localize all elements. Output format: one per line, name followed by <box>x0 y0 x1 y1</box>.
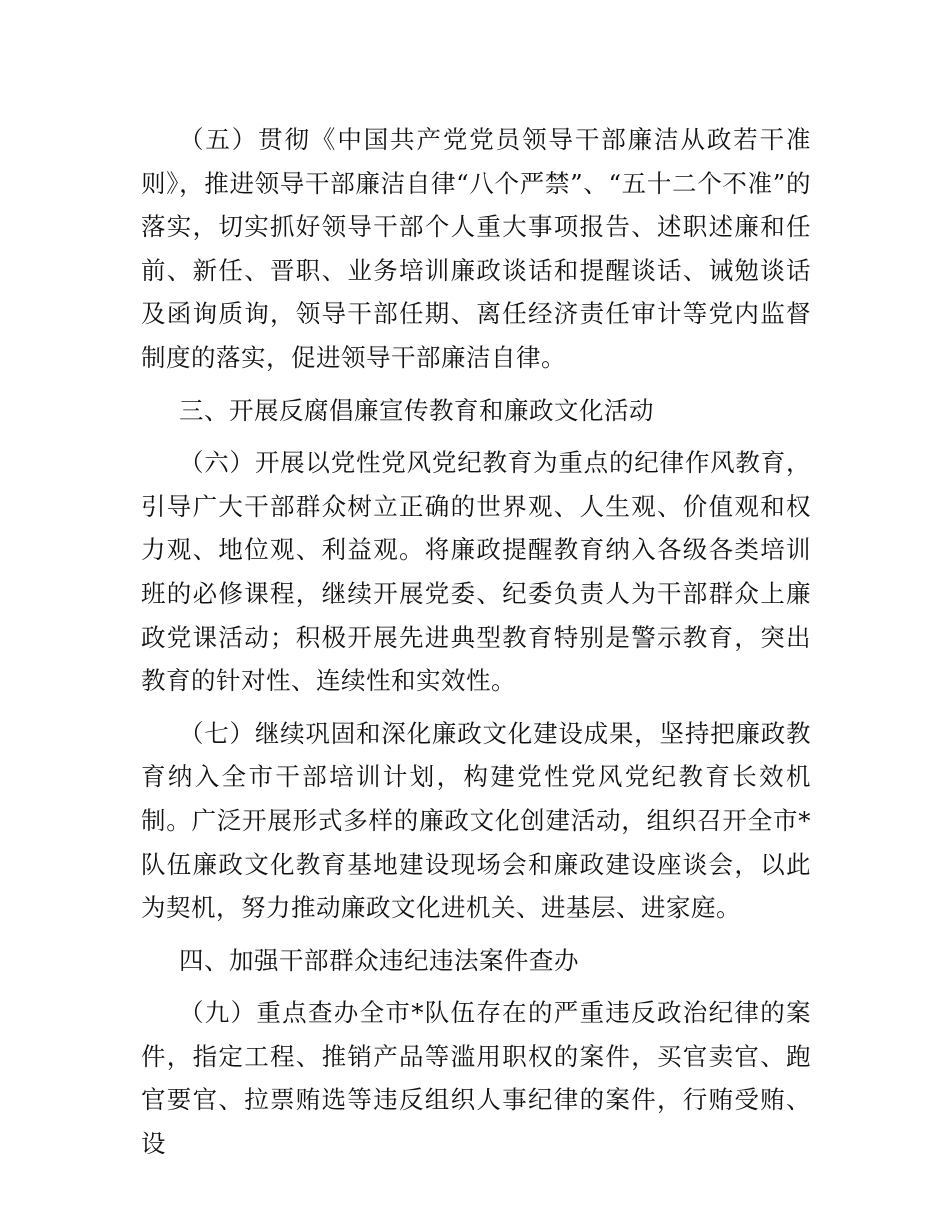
paragraph-section-7: （七）继续巩固和深化廉政文化建设成果，坚持把廉政教育纳入全市干部培训计划，构建党性党风党纪教育长效机制。广泛开展形式多样的廉政文化创建活动，组织召开全市*队伍廉政文化教育基地建设现场会和廉政建设座谈会，以此为契机，努力推动廉政文化进机关、进基层、进家庭。 <box>141 718 811 923</box>
paragraph-gap <box>141 930 811 939</box>
paragraph-gap <box>141 703 811 712</box>
paragraph-gap <box>141 982 811 991</box>
paragraph-section-6: （六）开展以党性党风党纪教育为重点的纪律作风教育，引导广大干部群众树立正确的世界观、人生观、价值观和权力观、地位观、利益观。将廉政提醒教育纳入各级各类培训班的必修课程，继续开展党委、纪委负责人为干部群众上廉政党课活动；积极开展先进典型教育特别是警示教育，突出教育的针对性、连续性和实效性。 <box>141 448 811 696</box>
heading-section-three: 三、开展反腐倡廉宣传教育和廉政文化活动 <box>178 395 654 425</box>
heading-section-four: 四、加强干部群众违纪违法案件查办 <box>178 945 579 975</box>
paragraph-section-5: （五）贯彻《中国共产党党员领导干部廉洁从政若干准则》，推进领导干部廉洁自律“八个严禁”、“五十二个不准”的落实，切实抓好领导干部个人重大事项报告、述职述廉和任前、新任、晋职、业务培训廉政谈话和提醒谈话、诫勉谈话及函询质询，领导干部任期、离任经济责任审计等党内监督制度的落实，促进领导干部廉洁自律。 <box>141 125 811 372</box>
paragraph-section-9: （九）重点查办全市*队伍存在的严重违反政治纪律的案件，指定工程、推销产品等滥用职权的案件，买官卖官、跑官要官、拉票贿选等违反组织人事纪律的案件，行贿受贿、设 <box>141 998 811 1159</box>
paragraph-gap <box>141 380 811 389</box>
paragraph-gap <box>141 432 811 441</box>
document-body <box>141 118 811 1166</box>
